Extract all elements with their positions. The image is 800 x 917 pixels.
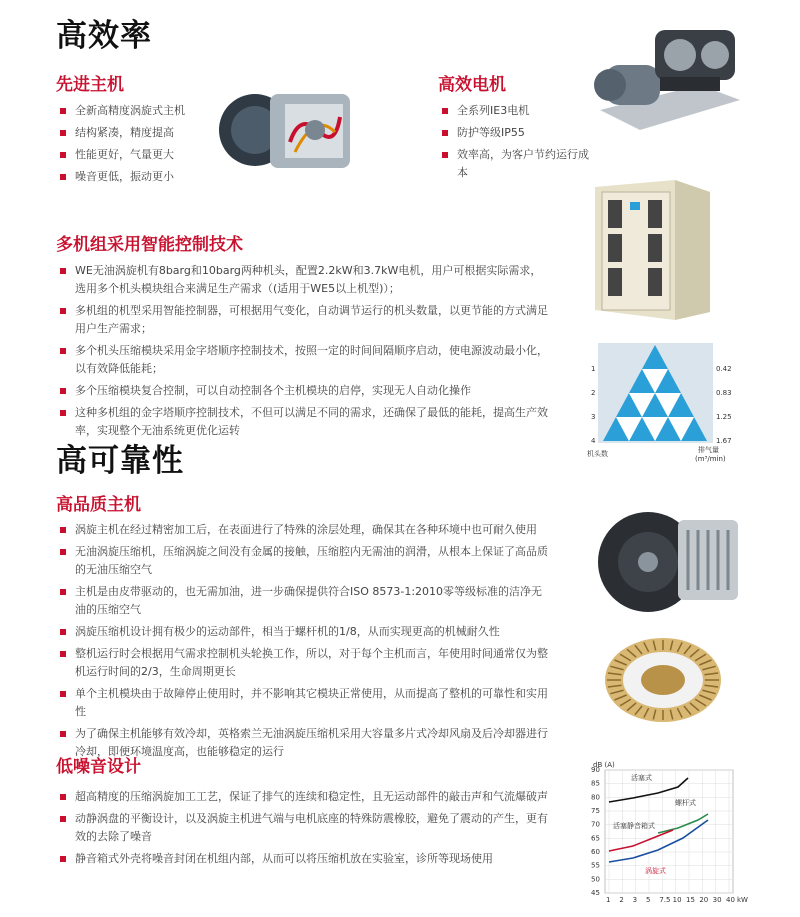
pyramid-right-unit: (m³/min) <box>695 455 726 463</box>
y-tick-label: 65 <box>591 834 600 843</box>
list-item: 超高精度的压缩涡旋加工工艺，保证了排气的连续和稳定性，且无运动部件的敲击声和气流爆破声 <box>56 788 551 806</box>
list-item: 性能更好，气量更大 <box>56 146 216 164</box>
y-tick-label: 70 <box>591 820 600 829</box>
x-tick-label: 15 <box>686 896 695 904</box>
x-tick-label: 30 <box>712 896 722 904</box>
quality-heading: 高品质主机 <box>56 495 141 515</box>
pyramid-left-tick: 3 <box>591 413 596 421</box>
section-title-high-reliability: 高可靠性 <box>56 443 184 479</box>
list-item: 动静涡盘的平衡设计，以及涡旋主机进气端与电机底座的特殊防震橡胶，避免了震动的产生，更有效的去除了噪音 <box>56 810 551 846</box>
y-tick-label: 60 <box>591 848 600 856</box>
list-item: 防护等级IP55 <box>438 124 598 142</box>
list-item: 单个主机模块由于故障停止使用时，并不影响其它模块正常使用，从而提高了整机的可靠性和实用性 <box>56 685 551 721</box>
list-item: 效率高，为客户节约运行成本 <box>438 146 598 182</box>
noise-chart-y-label: dB (A) <box>593 761 615 769</box>
x-tick-label: 7.5 <box>659 896 671 904</box>
scroll-compressor-cutaway-image <box>215 72 365 187</box>
compressor-cabinet-image <box>590 172 715 322</box>
cooling-fan-image <box>598 630 728 730</box>
list-item: 这种多机组的金字塔顺序控制技术，不但可以满足不同的需求，还确保了最低的能耗，提高生产效率，实现整个无油系统更优化运转 <box>56 404 551 440</box>
x-tick-label: 10 <box>672 896 682 904</box>
pyramid-right-tick: 0.42 <box>716 365 732 373</box>
main-unit-heading: 先进主机 <box>56 75 124 95</box>
main-unit-list <box>56 102 216 190</box>
list-item: 静音箱式外壳将噪音封闭在机组内部，从而可以将压缩机放在实验室，诊所等现场使用 <box>56 850 551 868</box>
pyramid-left-tick: 4 <box>591 437 596 445</box>
control-heading: 多机组采用智能控制技术 <box>56 235 243 255</box>
quality-list <box>56 521 551 765</box>
motor-assembly-image <box>590 15 750 140</box>
scroll-label: 涡旋式 <box>645 867 666 875</box>
x-tick-label: 2 <box>619 896 624 904</box>
pyramid-left-tick: 2 <box>591 389 596 397</box>
list-item: WE无油涡旋机有8barg和10barg两种机头，配置2.2kW和3.7kW电机，用户可根据实际需求，选用多个机头模块组合来满足生产需求（(适用于WE5以上机型)）； <box>56 262 551 298</box>
motor-heading: 高效电机 <box>438 75 506 95</box>
x-axis-label: kW <box>737 896 748 904</box>
x-tick-label: 3 <box>632 896 638 904</box>
noise-comparison-chart <box>583 758 753 910</box>
screw-label: 螺杆式 <box>675 799 696 807</box>
list-item: 整机运行时会根据用气需求控制机头轮换工作，所以，对于每个主机而言，年使用时间通常仅为整机运行时间的2/3，生命周期更长 <box>56 645 551 681</box>
list-item: 无油涡旋压缩机，压缩涡旋之间没有金属的接触，压缩腔内无需油的润滑，从根本上保证了高品质的无油压缩空气 <box>56 543 551 579</box>
section-title-high-efficiency: 高效率 <box>56 18 152 54</box>
list-item: 噪音更低，振动更小 <box>56 168 216 186</box>
pyramid-right-label: 排气量 <box>698 446 719 454</box>
y-tick-label: 85 <box>591 779 600 788</box>
y-tick-label: 75 <box>591 807 600 815</box>
x-tick-label: 40 <box>726 896 735 904</box>
list-item: 多机组的机型采用智能控制器，可根据用气变化，自动调节运行的机头数量，以更节能的方式满足用户生产需求； <box>56 302 551 338</box>
pyramid-right-tick: 1.25 <box>716 413 732 421</box>
x-tick-label: 20 <box>699 896 709 904</box>
control-list <box>56 262 551 444</box>
y-tick-label: 50 <box>591 875 600 884</box>
screw-series-line <box>658 814 708 833</box>
y-tick-label: 80 <box>591 793 600 802</box>
box-label: 活塞静音箱式 <box>613 822 655 830</box>
x-tick-label: 1 <box>606 896 611 904</box>
piston-label: 活塞式 <box>631 774 652 782</box>
list-item: 多个机头压缩模块采用金字塔顺序控制技术，按照一定的时间间隔顺序启动，使电源波动最小化，以有效降低能耗； <box>56 342 551 378</box>
scroll-head-image <box>588 500 748 618</box>
list-item: 全系列IE3电机 <box>438 102 598 120</box>
list-item: 多个压缩模块复合控制，可以自动控制各个主机模块的启停，实现无人自动化操作 <box>56 382 551 400</box>
pyramid-left-label: 机头数 <box>587 450 608 458</box>
motor-list <box>438 102 598 186</box>
noise-list <box>56 788 551 872</box>
pyramid-control-diagram <box>583 340 748 470</box>
list-item: 全新高精度涡旋式主机 <box>56 102 216 120</box>
pyramid-left-tick: 1 <box>591 365 596 373</box>
list-item: 涡旋主机在经过精密加工后，在表面进行了特殊的涂层处理，确保其在各种环境中也可耐久使用 <box>56 521 551 539</box>
y-tick-label: 90 <box>591 766 600 774</box>
list-item: 主机是由皮带驱动的，也无需加油，进一步确保提供符合ISO 8573-1:2010零等级标准的洁净无油的压缩空气 <box>56 583 551 619</box>
list-item: 为了确保主机能够有效冷却，英格索兰无油涡旋压缩机采用大容量多片式冷却风扇及后冷却器进行冷却，即便环境温度高，也能够稳定的运行 <box>56 725 551 761</box>
pyramid-right-tick: 1.67 <box>716 437 732 445</box>
y-tick-label: 45 <box>591 889 600 897</box>
y-tick-label: 55 <box>591 861 600 870</box>
noise-heading: 低噪音设计 <box>56 757 141 777</box>
list-item: 涡旋压缩机设计拥有极少的运动部件，相当于螺杆机的1/8，从而实现更高的机械耐久性 <box>56 623 551 641</box>
list-item: 结构紧凑，精度提高 <box>56 124 216 142</box>
x-tick-label: 5 <box>646 896 651 904</box>
pyramid-right-tick: 0.83 <box>716 389 732 397</box>
